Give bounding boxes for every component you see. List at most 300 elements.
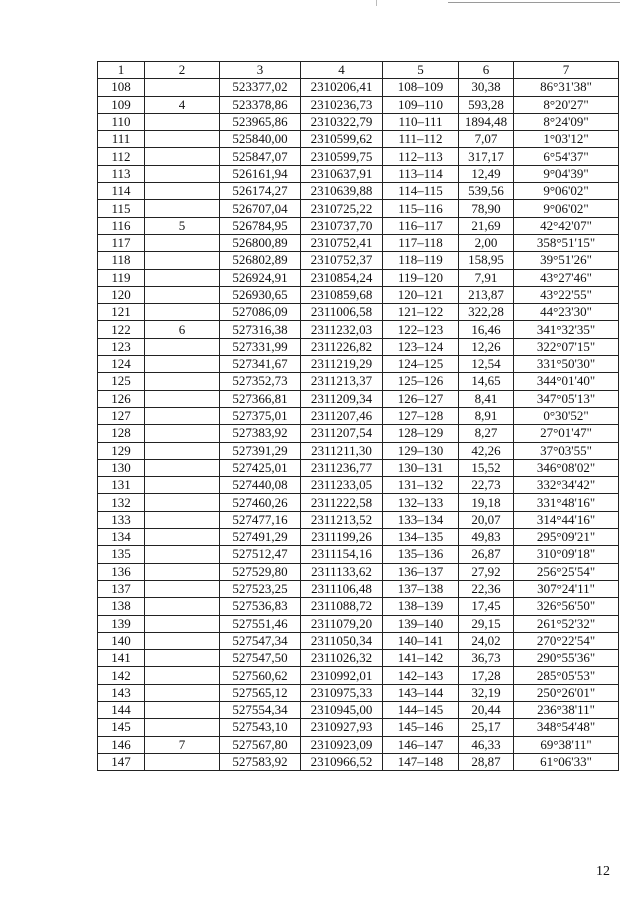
table-row <box>98 269 619 286</box>
cell-coord-x: 527536,83 <box>220 598 301 615</box>
cell-bearing: 37°03'55" <box>514 442 619 459</box>
cell-length: 8,91 <box>459 407 514 424</box>
cell-bearing: 326°56'50" <box>514 598 619 615</box>
cell-coord-x: 527529,80 <box>220 563 301 580</box>
cell-segment: 120–121 <box>383 286 459 303</box>
cell-coord-y: 2311226,82 <box>301 338 383 355</box>
cell-segment: 108–109 <box>383 79 459 96</box>
cell-segment: 113–114 <box>383 165 459 182</box>
cell-coord-x: 523378,86 <box>220 96 301 113</box>
cell-point-number: 116 <box>98 217 145 234</box>
cell-segment: 132–133 <box>383 494 459 511</box>
cell-coord-x: 527583,92 <box>220 753 301 770</box>
cell-coord-x: 527477,16 <box>220 511 301 528</box>
table-row <box>98 407 619 424</box>
cell-length: 21,69 <box>459 217 514 234</box>
header-col-3: 3 <box>220 62 301 79</box>
table-body <box>98 79 619 771</box>
cell-length: 29,15 <box>459 615 514 632</box>
table-row <box>98 425 619 442</box>
cell-bearing: 348°54'48" <box>514 719 619 736</box>
cell-coord-x: 525847,07 <box>220 148 301 165</box>
cell-point-number: 129 <box>98 442 145 459</box>
cell-point-number: 133 <box>98 511 145 528</box>
cell-length: 46,33 <box>459 736 514 753</box>
cell-length: 7,07 <box>459 131 514 148</box>
cell-contour-number <box>145 615 220 632</box>
cell-coord-y: 2311199,26 <box>301 529 383 546</box>
cell-segment: 121–122 <box>383 304 459 321</box>
cell-bearing: 9°04'39" <box>514 165 619 182</box>
cell-segment: 128–129 <box>383 425 459 442</box>
cell-contour-number <box>145 650 220 667</box>
cell-length: 1894,48 <box>459 113 514 130</box>
table-row <box>98 529 619 546</box>
cell-point-number: 110 <box>98 113 145 130</box>
cell-contour-number <box>145 373 220 390</box>
cell-segment: 127–128 <box>383 407 459 424</box>
cell-segment: 141–142 <box>383 650 459 667</box>
cell-coord-x: 527316,38 <box>220 321 301 338</box>
cell-contour-number <box>145 546 220 563</box>
cell-contour-number <box>145 719 220 736</box>
cell-contour-number <box>145 598 220 615</box>
cell-point-number: 118 <box>98 252 145 269</box>
cell-coord-x: 527425,01 <box>220 459 301 476</box>
cell-bearing: 322°07'15" <box>514 338 619 355</box>
cell-segment: 133–134 <box>383 511 459 528</box>
cell-segment: 140–141 <box>383 632 459 649</box>
cell-point-number: 126 <box>98 390 145 407</box>
cell-coord-x: 526930,65 <box>220 286 301 303</box>
cell-coord-y: 2311209,34 <box>301 390 383 407</box>
cell-coord-y: 2311088,72 <box>301 598 383 615</box>
cell-bearing: 332°34'42" <box>514 477 619 494</box>
header-col-2: 2 <box>145 62 220 79</box>
cell-segment: 138–139 <box>383 598 459 615</box>
cell-point-number: 131 <box>98 477 145 494</box>
cell-segment: 122–123 <box>383 321 459 338</box>
table-row <box>98 598 619 615</box>
table-row <box>98 148 619 165</box>
cell-point-number: 137 <box>98 580 145 597</box>
cell-coord-x: 526707,04 <box>220 200 301 217</box>
cell-point-number: 111 <box>98 131 145 148</box>
cell-bearing: 307°24'11" <box>514 580 619 597</box>
cell-bearing: 314°44'16" <box>514 511 619 528</box>
cell-length: 22,36 <box>459 580 514 597</box>
cell-segment: 139–140 <box>383 615 459 632</box>
cell-coord-y: 2310854,24 <box>301 269 383 286</box>
cell-segment: 137–138 <box>383 580 459 597</box>
cell-bearing: 6°54'37" <box>514 148 619 165</box>
cell-contour-number <box>145 390 220 407</box>
table-row <box>98 390 619 407</box>
cell-coord-x: 527547,34 <box>220 632 301 649</box>
cell-bearing: 9°06'02" <box>514 183 619 200</box>
cell-coord-y: 2310725,22 <box>301 200 383 217</box>
cell-point-number: 109 <box>98 96 145 113</box>
cell-bearing: 331°48'16" <box>514 494 619 511</box>
cell-length: 322,28 <box>459 304 514 321</box>
cell-bearing: 331°50'30" <box>514 356 619 373</box>
table-row <box>98 615 619 632</box>
cell-coord-x: 527560,62 <box>220 667 301 684</box>
cell-coord-x: 527331,99 <box>220 338 301 355</box>
cell-segment: 125–126 <box>383 373 459 390</box>
cell-point-number: 123 <box>98 338 145 355</box>
cell-point-number: 121 <box>98 304 145 321</box>
cell-contour-number <box>145 183 220 200</box>
scan-artifact-tick <box>376 0 377 6</box>
table-row <box>98 684 619 701</box>
table-row <box>98 338 619 355</box>
table-row <box>98 563 619 580</box>
cell-contour-number <box>145 529 220 546</box>
cell-bearing: 0°30'52" <box>514 407 619 424</box>
cell-segment: 143–144 <box>383 684 459 701</box>
cell-point-number: 138 <box>98 598 145 615</box>
cell-length: 25,17 <box>459 719 514 736</box>
cell-bearing: 261°52'32" <box>514 615 619 632</box>
table-row <box>98 165 619 182</box>
cell-coord-y: 2311154,16 <box>301 546 383 563</box>
cell-contour-number: 7 <box>145 736 220 753</box>
cell-coord-y: 2311219,29 <box>301 356 383 373</box>
cell-bearing: 270°22'54" <box>514 632 619 649</box>
cell-contour-number <box>145 563 220 580</box>
cell-length: 317,17 <box>459 148 514 165</box>
table-row <box>98 494 619 511</box>
cell-contour-number <box>145 269 220 286</box>
header-col-6: 6 <box>459 62 514 79</box>
cell-segment: 123–124 <box>383 338 459 355</box>
cell-coord-x: 527491,29 <box>220 529 301 546</box>
cell-contour-number <box>145 511 220 528</box>
header-col-7: 7 <box>514 62 619 79</box>
cell-segment: 110–111 <box>383 113 459 130</box>
cell-length: 158,95 <box>459 252 514 269</box>
cell-coord-y: 2311213,52 <box>301 511 383 528</box>
cell-contour-number <box>145 580 220 597</box>
cell-segment: 117–118 <box>383 234 459 251</box>
cell-bearing: 358°51'15" <box>514 234 619 251</box>
cell-point-number: 147 <box>98 753 145 770</box>
cell-segment: 130–131 <box>383 459 459 476</box>
cell-bearing: 250°26'01" <box>514 684 619 701</box>
cell-coord-x: 527543,10 <box>220 719 301 736</box>
table-row <box>98 252 619 269</box>
scan-artifact-line <box>448 2 620 3</box>
cell-contour-number <box>145 477 220 494</box>
table-row <box>98 442 619 459</box>
cell-contour-number <box>145 113 220 130</box>
cell-coord-y: 2310859,68 <box>301 286 383 303</box>
cell-point-number: 142 <box>98 667 145 684</box>
cell-coord-x: 527352,73 <box>220 373 301 390</box>
cell-length: 42,26 <box>459 442 514 459</box>
cell-coord-y: 2310945,00 <box>301 701 383 718</box>
cell-bearing: 69°38'11" <box>514 736 619 753</box>
cell-coord-y: 2311207,54 <box>301 425 383 442</box>
cell-coord-x: 526800,89 <box>220 234 301 251</box>
cell-length: 20,07 <box>459 511 514 528</box>
cell-segment: 116–117 <box>383 217 459 234</box>
cell-coord-x: 526802,89 <box>220 252 301 269</box>
cell-contour-number <box>145 286 220 303</box>
cell-coord-y: 2311222,58 <box>301 494 383 511</box>
cell-coord-y: 2310599,75 <box>301 148 383 165</box>
cell-point-number: 124 <box>98 356 145 373</box>
cell-length: 20,44 <box>459 701 514 718</box>
cell-point-number: 122 <box>98 321 145 338</box>
cell-point-number: 125 <box>98 373 145 390</box>
table-row <box>98 580 619 597</box>
cell-length: 30,38 <box>459 79 514 96</box>
cell-point-number: 140 <box>98 632 145 649</box>
cell-coord-y: 2311106,48 <box>301 580 383 597</box>
cell-bearing: 27°01'47" <box>514 425 619 442</box>
table-row <box>98 234 619 251</box>
table-row <box>98 753 619 770</box>
cell-segment: 111–112 <box>383 131 459 148</box>
table-row <box>98 217 619 234</box>
cell-coord-x: 527565,12 <box>220 684 301 701</box>
cell-contour-number <box>145 442 220 459</box>
cell-contour-number <box>145 79 220 96</box>
cell-coord-x: 527366,81 <box>220 390 301 407</box>
cell-coord-x: 527523,25 <box>220 580 301 597</box>
cell-bearing: 8°24'09" <box>514 113 619 130</box>
cell-coord-x: 526784,95 <box>220 217 301 234</box>
cell-coord-y: 2311079,20 <box>301 615 383 632</box>
cell-segment: 126–127 <box>383 390 459 407</box>
table-row <box>98 667 619 684</box>
cell-contour-number <box>145 632 220 649</box>
cell-coord-y: 2310639,88 <box>301 183 383 200</box>
cell-contour-number <box>145 131 220 148</box>
cell-length: 22,73 <box>459 477 514 494</box>
header-col-1: 1 <box>98 62 145 79</box>
cell-point-number: 120 <box>98 286 145 303</box>
cell-segment: 129–130 <box>383 442 459 459</box>
cell-segment: 145–146 <box>383 719 459 736</box>
cell-contour-number <box>145 701 220 718</box>
table-row <box>98 736 619 753</box>
cell-point-number: 139 <box>98 615 145 632</box>
cell-coord-x: 527383,92 <box>220 425 301 442</box>
cell-point-number: 114 <box>98 183 145 200</box>
cell-coord-y: 2311233,05 <box>301 477 383 494</box>
cell-bearing: 44°23'30" <box>514 304 619 321</box>
cell-coord-x: 523965,86 <box>220 113 301 130</box>
cell-coord-y: 2310236,73 <box>301 96 383 113</box>
cell-length: 28,87 <box>459 753 514 770</box>
table-row <box>98 183 619 200</box>
header-col-4: 4 <box>301 62 383 79</box>
cell-segment: 142–143 <box>383 667 459 684</box>
cell-point-number: 135 <box>98 546 145 563</box>
table-row <box>98 113 619 130</box>
cell-length: 8,41 <box>459 390 514 407</box>
cell-coord-x: 525840,00 <box>220 131 301 148</box>
cell-segment: 109–110 <box>383 96 459 113</box>
cell-coord-y: 2311232,03 <box>301 321 383 338</box>
cell-point-number: 132 <box>98 494 145 511</box>
table-row <box>98 701 619 718</box>
cell-segment: 147–148 <box>383 753 459 770</box>
cell-segment: 146–147 <box>383 736 459 753</box>
table-row <box>98 719 619 736</box>
cell-coord-x: 527440,08 <box>220 477 301 494</box>
table-row <box>98 79 619 96</box>
cell-coord-y: 2310966,52 <box>301 753 383 770</box>
cell-segment: 144–145 <box>383 701 459 718</box>
cell-coord-y: 2311213,37 <box>301 373 383 390</box>
cell-contour-number <box>145 234 220 251</box>
cell-contour-number <box>145 200 220 217</box>
cell-length: 19,18 <box>459 494 514 511</box>
cell-bearing: 285°05'53" <box>514 667 619 684</box>
cell-contour-number: 5 <box>145 217 220 234</box>
cell-contour-number <box>145 338 220 355</box>
cell-coord-y: 2310737,70 <box>301 217 383 234</box>
table-row <box>98 546 619 563</box>
cell-segment: 119–120 <box>383 269 459 286</box>
cell-point-number: 130 <box>98 459 145 476</box>
cell-point-number: 134 <box>98 529 145 546</box>
cell-coord-x: 526174,27 <box>220 183 301 200</box>
cell-length: 14,65 <box>459 373 514 390</box>
cell-bearing: 346°08'02" <box>514 459 619 476</box>
cell-contour-number: 4 <box>145 96 220 113</box>
cell-coord-x: 523377,02 <box>220 79 301 96</box>
cell-length: 17,45 <box>459 598 514 615</box>
table-row <box>98 286 619 303</box>
cell-point-number: 113 <box>98 165 145 182</box>
cell-length: 539,56 <box>459 183 514 200</box>
cell-coord-y: 2310752,41 <box>301 234 383 251</box>
cell-contour-number <box>145 356 220 373</box>
cell-bearing: 43°27'46" <box>514 269 619 286</box>
cell-segment: 112–113 <box>383 148 459 165</box>
cell-contour-number <box>145 494 220 511</box>
cell-coord-x: 527341,67 <box>220 356 301 373</box>
cell-bearing: 290°55'36" <box>514 650 619 667</box>
cell-coord-x: 527460,26 <box>220 494 301 511</box>
cell-length: 24,02 <box>459 632 514 649</box>
cell-bearing: 1°03'12" <box>514 131 619 148</box>
cell-point-number: 115 <box>98 200 145 217</box>
cell-coord-y: 2310992,01 <box>301 667 383 684</box>
cell-coord-y: 2310599,62 <box>301 131 383 148</box>
cell-length: 213,87 <box>459 286 514 303</box>
page-number: 12 <box>596 864 610 879</box>
cell-coord-x: 527567,80 <box>220 736 301 753</box>
cell-segment: 124–125 <box>383 356 459 373</box>
cell-length: 2,00 <box>459 234 514 251</box>
cell-coord-y: 2310975,33 <box>301 684 383 701</box>
cell-length: 32,19 <box>459 684 514 701</box>
cell-coord-x: 527551,46 <box>220 615 301 632</box>
cell-coord-y: 2310637,91 <box>301 165 383 182</box>
cell-segment: 131–132 <box>383 477 459 494</box>
cell-coord-y: 2310206,41 <box>301 79 383 96</box>
table-row <box>98 632 619 649</box>
table-row <box>98 373 619 390</box>
cell-bearing: 347°05'13" <box>514 390 619 407</box>
table-row <box>98 131 619 148</box>
table-row <box>98 511 619 528</box>
cell-coord-x: 527554,34 <box>220 701 301 718</box>
cell-length: 12,26 <box>459 338 514 355</box>
cell-length: 27,92 <box>459 563 514 580</box>
cell-coord-y: 2310927,93 <box>301 719 383 736</box>
cell-coord-y: 2311133,62 <box>301 563 383 580</box>
cell-bearing: 42°42'07" <box>514 217 619 234</box>
cell-segment: 118–119 <box>383 252 459 269</box>
cell-segment: 136–137 <box>383 563 459 580</box>
cell-contour-number <box>145 667 220 684</box>
table-row <box>98 459 619 476</box>
cell-coord-y: 2311211,30 <box>301 442 383 459</box>
cell-bearing: 9°06'02" <box>514 200 619 217</box>
cell-length: 16,46 <box>459 321 514 338</box>
cell-contour-number <box>145 459 220 476</box>
cell-length: 15,52 <box>459 459 514 476</box>
cell-bearing: 344°01'40" <box>514 373 619 390</box>
cell-contour-number <box>145 148 220 165</box>
cell-coord-y: 2310923,09 <box>301 736 383 753</box>
cell-contour-number <box>145 304 220 321</box>
cell-bearing: 43°22'55" <box>514 286 619 303</box>
cell-length: 12,49 <box>459 165 514 182</box>
cell-point-number: 127 <box>98 407 145 424</box>
cell-point-number: 145 <box>98 719 145 736</box>
cell-bearing: 86°31'38" <box>514 79 619 96</box>
cell-coord-x: 527086,09 <box>220 304 301 321</box>
cell-contour-number <box>145 684 220 701</box>
cell-point-number: 117 <box>98 234 145 251</box>
cell-coord-y: 2311026,32 <box>301 650 383 667</box>
cell-length: 49,83 <box>459 529 514 546</box>
cell-length: 8,27 <box>459 425 514 442</box>
cell-length: 12,54 <box>459 356 514 373</box>
table-row <box>98 650 619 667</box>
cell-contour-number <box>145 753 220 770</box>
cell-segment: 135–136 <box>383 546 459 563</box>
cell-coord-x: 527512,47 <box>220 546 301 563</box>
cell-segment: 114–115 <box>383 183 459 200</box>
table-row <box>98 200 619 217</box>
cell-bearing: 295°09'21" <box>514 529 619 546</box>
cell-length: 36,73 <box>459 650 514 667</box>
table-row <box>98 304 619 321</box>
cell-coord-x: 527547,50 <box>220 650 301 667</box>
cell-coord-y: 2311207,46 <box>301 407 383 424</box>
cell-point-number: 144 <box>98 701 145 718</box>
coordinates-table <box>97 61 619 771</box>
cell-bearing: 61°06'33" <box>514 753 619 770</box>
cell-contour-number <box>145 425 220 442</box>
cell-coord-x: 527375,01 <box>220 407 301 424</box>
cell-coord-y: 2311050,34 <box>301 632 383 649</box>
cell-bearing: 256°25'54" <box>514 563 619 580</box>
cell-length: 26,87 <box>459 546 514 563</box>
cell-coord-y: 2311006,58 <box>301 304 383 321</box>
cell-coord-y: 2310322,79 <box>301 113 383 130</box>
cell-length: 78,90 <box>459 200 514 217</box>
